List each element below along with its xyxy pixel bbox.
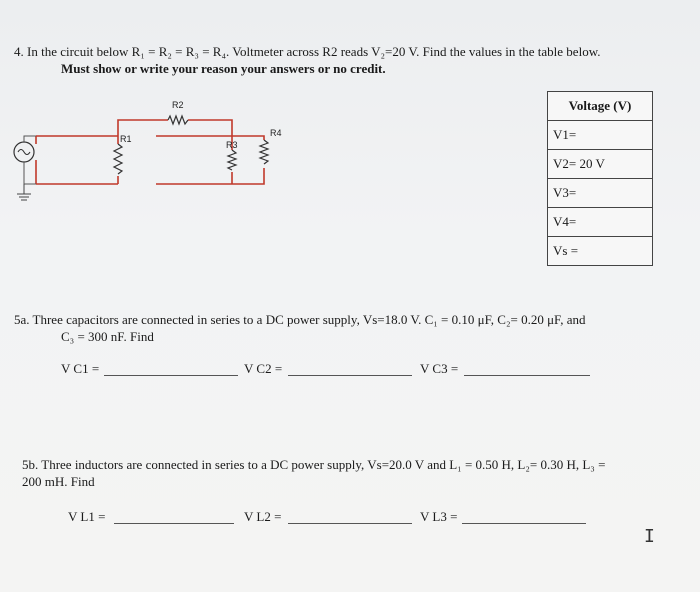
table-row-v3[interactable]: V3=	[548, 179, 653, 208]
vc1-answer-line[interactable]	[104, 375, 238, 376]
voltage-table	[547, 91, 653, 266]
circuit-diagram	[8, 96, 308, 206]
vc3-label: V C3 =	[420, 361, 459, 376]
q5b-prompt: 5b. Three inductors are connected in series to a DC power supply, Vs=20.0 V and L₁ = 0.50 H, L₂= 0.30 H, L₃ =	[22, 457, 606, 472]
q5b-prompt-cont: 200 mH. Find	[22, 474, 95, 489]
table-row-v2[interactable]: V2= 20 V	[548, 150, 653, 179]
vl2-answer-line[interactable]	[288, 523, 412, 524]
vl1-label: V L1 =	[68, 509, 106, 524]
r3-label: R3	[226, 140, 238, 150]
table-row-vs[interactable]: Vs =	[548, 237, 653, 266]
q5a-prompt: 5a. Three capacitors are connected in series to a DC power supply, Vs=18.0 V. C₁ = 0.10 μF, C₂= 0.20 μF, and	[14, 312, 586, 327]
q4-instruction: Must show or write your reason your answers or no credit.	[61, 61, 386, 76]
vc1-label: V C1 =	[61, 361, 100, 376]
vl3-label: V L3 =	[420, 509, 458, 524]
table-row-v1[interactable]: V1=	[548, 121, 653, 150]
q5a-prompt-cont: C₃ = 300 nF. Find	[61, 329, 154, 344]
vl2-label: V L2 =	[244, 509, 282, 524]
r1-label: R1	[120, 134, 132, 144]
table-row-v4[interactable]: V4=	[548, 208, 653, 237]
q4-prompt: 4. In the circuit below R₁ = R₂ = R₃ = R₄. Voltmeter across R2 reads V₂=20 V. Find the values in the table below.	[14, 44, 601, 59]
vl1-answer-line[interactable]	[114, 523, 234, 524]
text-cursor-icon: I	[644, 526, 655, 547]
r4-label: R4	[270, 128, 282, 138]
vc2-label: V C2 =	[244, 361, 283, 376]
vc2-answer-line[interactable]	[288, 375, 412, 376]
r2-label: R2	[172, 100, 184, 110]
vl3-answer-line[interactable]	[462, 523, 586, 524]
vc3-answer-line[interactable]	[464, 375, 590, 376]
voltage-table-header: Voltage (V)	[548, 92, 653, 121]
